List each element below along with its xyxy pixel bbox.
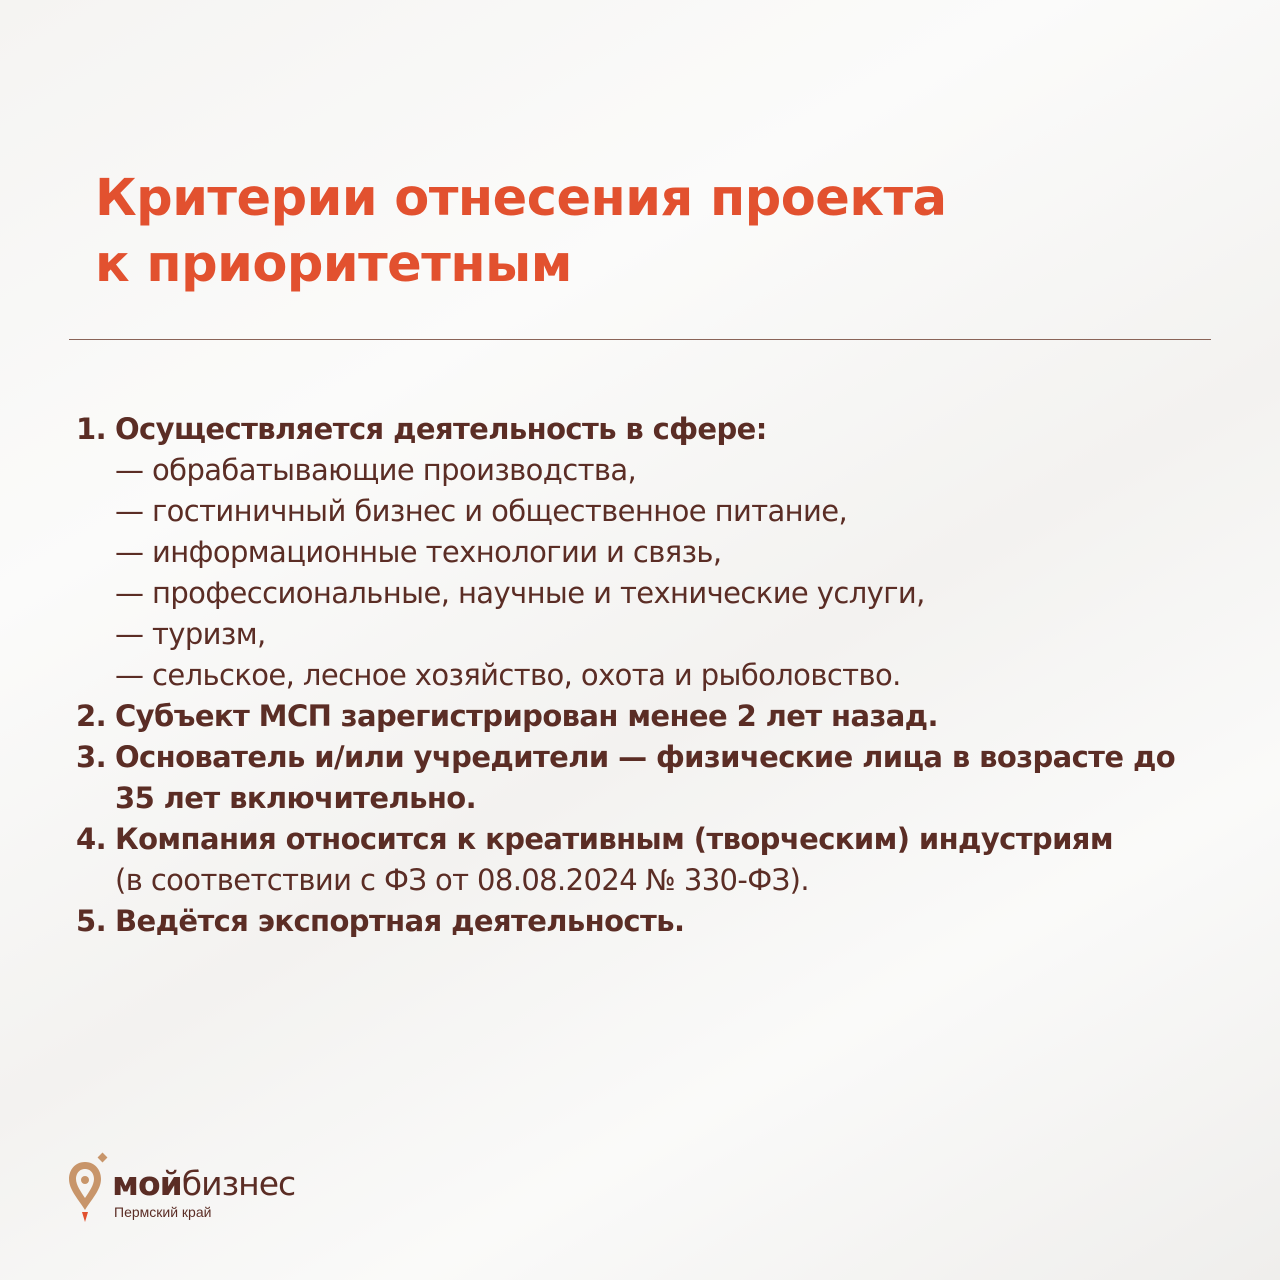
- title-line-2: к приоритетным: [95, 235, 572, 294]
- item-number: 5.: [76, 904, 106, 938]
- sub-item: — информационные технологии и связь,: [115, 535, 722, 569]
- sub-item: — профессиональные, научные и технические услуги,: [115, 576, 925, 610]
- list-item: [76, 737, 1196, 819]
- list-item: [76, 409, 1196, 696]
- location-pin-icon: [66, 1150, 110, 1226]
- sub-item: — обрабатывающие производства,: [115, 453, 637, 487]
- item-heading: Основатель и/или учредители — физические лица в возрасте до 35 лет включительно.: [115, 740, 1176, 815]
- list-item: [76, 696, 1196, 737]
- page-title: [95, 166, 947, 298]
- criteria-list: [76, 409, 1196, 942]
- title-line-1: Критерии отнесения проекта: [95, 169, 947, 228]
- sub-item: — туризм,: [115, 617, 266, 651]
- list-item: [76, 901, 1196, 942]
- logo-wordmark: [112, 1164, 295, 1204]
- item-number: 4.: [76, 822, 106, 856]
- sub-item: — гостиничный бизнес и общественное питание,: [115, 494, 848, 528]
- item-number: 3.: [76, 740, 106, 774]
- item-number: 1.: [76, 412, 106, 446]
- logo-brand-bold: мой: [112, 1164, 182, 1203]
- logo-brand-regular: бизнес: [181, 1164, 296, 1203]
- sub-item: — сельское, лесное хозяйство, охота и рыболовство.: [115, 658, 901, 692]
- item-heading: Ведётся экспортная деятельность.: [115, 904, 685, 938]
- logo: [66, 1150, 326, 1230]
- item-heading: Субъект МСП зарегистрирован менее 2 лет назад.: [115, 699, 938, 733]
- logo-region: Пермский край: [114, 1204, 212, 1220]
- divider: [69, 339, 1211, 340]
- item-heading: Компания относится к креативным (творческим) индустриям: [115, 822, 1113, 856]
- list-item: [76, 819, 1196, 901]
- item-heading: Осуществляется деятельность в сфере:: [115, 412, 767, 446]
- item-note: (в соответствии с ФЗ от 08.08.2024 № 330-ФЗ).: [115, 863, 809, 897]
- item-number: 2.: [76, 699, 106, 733]
